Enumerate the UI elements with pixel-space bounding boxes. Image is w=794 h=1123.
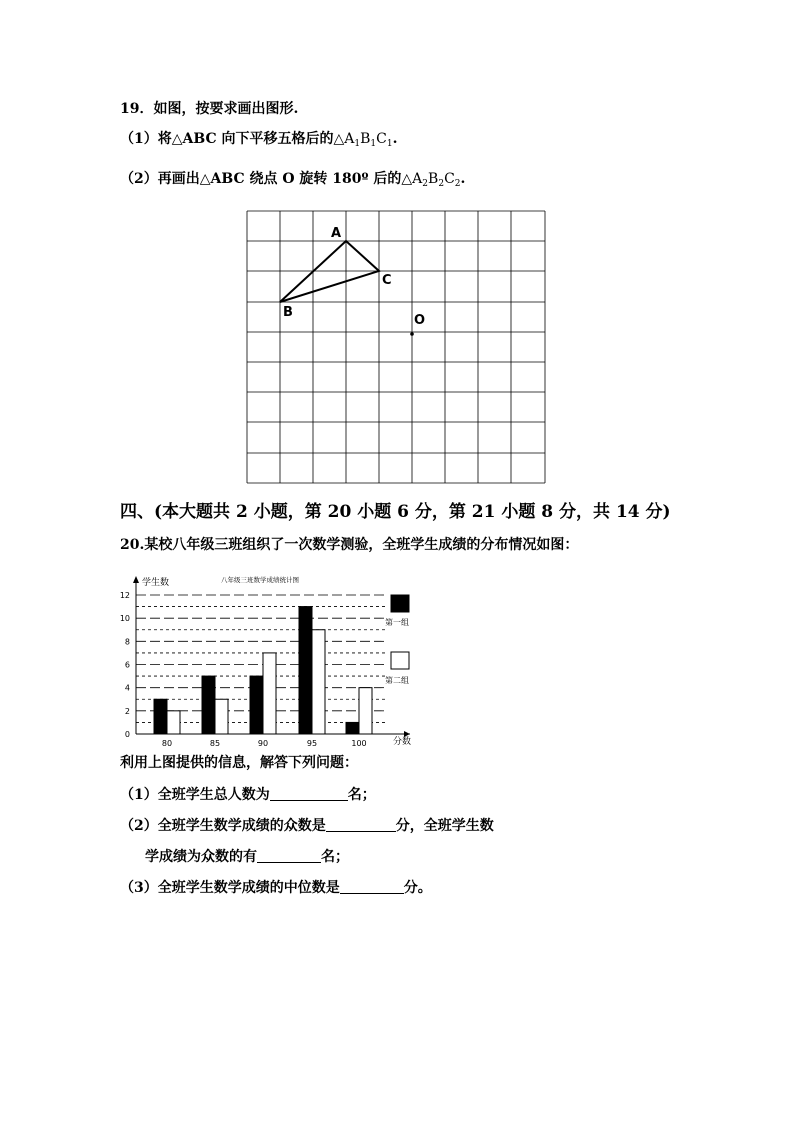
y-tick-label: 6 [124,660,130,670]
q20-part3-text: （3）全班学生数学成绩的中位数是 [120,880,340,896]
q20-part2-cont-text: 学成绩为众数的有 [145,849,257,865]
y-tick-label: 8 [124,637,130,647]
y-axis-arrow [133,576,139,583]
bar-group1-95 [299,607,312,734]
q19-part1-end: . [392,131,398,147]
bar-group2-100 [359,688,372,734]
tri1-vertex-b: B [360,131,371,147]
q19-part1-text: （1）将△ABC 向下平移五格后的△ [120,131,345,147]
section-heading: 四、(本大题共 2 小题，第 20 小题 6 分，第 21 小题 8 分，共 14 分) [120,502,671,522]
q20-part2 [120,817,494,835]
q19-part2-end: . [460,171,466,187]
y-tick-label: 0 [124,730,130,739]
x-tick-label: 100 [351,739,367,748]
bar-group2-80 [167,711,180,734]
tri2-sub-b: 2 [438,179,445,189]
answer-blank-mode-count[interactable] [257,848,321,863]
y-tick-label: 2 [124,706,130,716]
tri1-sub-a: 1 [354,139,361,149]
q20-intro: 20.某校八年级三班组织了一次数学测验，全班学生成绩的分布情况如图： [120,537,579,553]
tri2-sub-a: 2 [422,179,429,189]
q20-part2-mid: 分，全班学生数 [395,818,494,834]
y-tick-label: 12 [119,591,130,600]
bar-group2-90 [263,653,276,734]
q20-after-chart: 利用上图提供的信息，解答下列问题： [120,755,358,771]
answer-blank-mode[interactable] [326,817,396,832]
bar-group1-80 [154,699,167,734]
bar-group1-85 [202,676,215,734]
point-o-dot [410,332,414,336]
tri2-sub-c: 2 [454,179,461,189]
label-b: B [283,305,293,320]
x-tick-label: 85 [209,739,221,748]
x-axis-label: 分数 [393,737,412,747]
x-tick-label: 95 [306,739,318,748]
bar-group1-100 [346,722,359,734]
score-bar-chart [110,570,420,750]
label-o: O [414,313,426,328]
bar-group2-85 [215,699,228,734]
q19-title: 19．如图，按要求画出图形. [120,101,299,117]
y-tick-label: 10 [119,614,130,624]
q20-part2-text: （2）全班学生数学成绩的众数是 [120,818,326,834]
x-tick-label: 80 [161,739,173,748]
answer-blank-total[interactable] [270,786,348,801]
legend-label-group2: 第二组 [385,676,409,685]
q20-part3 [120,879,432,897]
tri1-sub-c: 1 [386,139,393,149]
legend-label-group1: 第一组 [385,618,409,627]
label-a: A [331,226,342,241]
tri1-vertex-a: A [344,131,355,147]
tri1-vertex-c: C [376,131,387,147]
bar-group2-95 [312,630,325,734]
chart-title: 八年级三班数学成绩统计图 [221,576,299,584]
legend-swatch-group1 [391,595,409,612]
q20-part3-end: 分。 [403,880,432,896]
tri2-vertex-a: A [412,171,423,187]
answer-blank-median[interactable] [340,879,404,894]
triangle-grid-figure [0,0,794,500]
x-tick-label: 90 [257,739,269,748]
q20-part1 [120,786,376,804]
tri2-vertex-c: C [444,171,455,187]
triangle-abc [280,241,379,302]
tri1-sub-b: 1 [370,139,377,149]
y-tick-label: 4 [124,683,130,693]
y-axis-label: 学生数 [142,578,170,588]
q20-part1-end: 名； [347,787,376,803]
grid-lines [247,211,545,483]
q19-part2-text: （2）再画出△ABC 绕点 O 旋转 180º 后的△ [120,171,413,187]
label-c: C [382,273,392,288]
tri2-vertex-b: B [428,171,439,187]
q20-part2-end: 名； [321,849,349,865]
q20-part1-text: （1）全班学生总人数为 [120,787,270,803]
legend-swatch-group2 [391,652,409,669]
bar-group1-90 [250,676,263,734]
q20-part2-cont [145,848,349,866]
